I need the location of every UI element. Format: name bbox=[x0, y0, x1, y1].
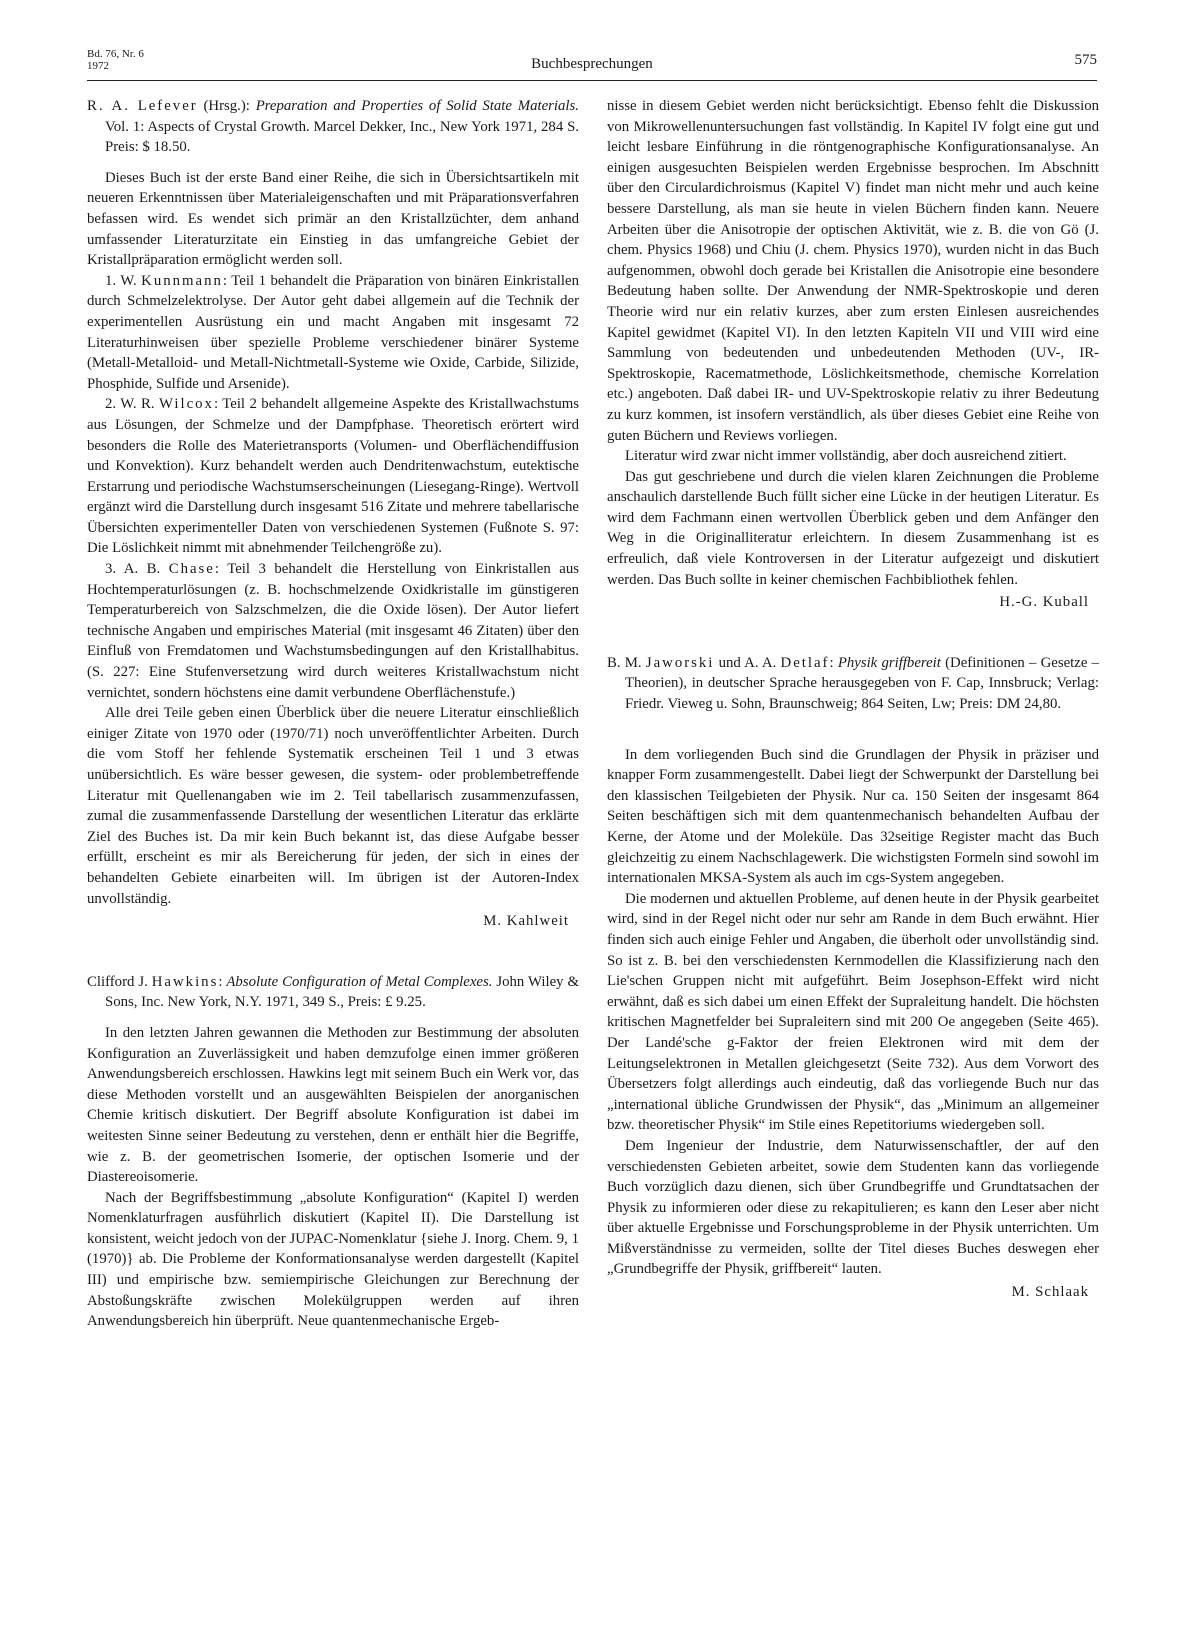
chapter-author: Kunnmann bbox=[141, 272, 223, 289]
review-3-bibliography: (Definitionen – Gesetze – Theorien), in deutscher Sprache herausgegeben von F. Cap, Innsbruck; Verlag: Friedr. Vieweg u. Sohn, Braunschweig; 864 Seiten, Lw; Preis: DM 24,80. bbox=[625, 654, 1099, 713]
page-header bbox=[87, 48, 1097, 76]
review-1-bibliography: Vol. 1: Aspects of Crystal Growth. Marcel Dekker, Inc., New York 1971, 284 S. Preis: $ 18.50. bbox=[105, 118, 579, 156]
review-3-title: Physik griffbereit bbox=[837, 654, 941, 671]
volume-number: Bd. 76, Nr. 6 bbox=[87, 48, 144, 60]
review-3-author-1: Jaworski bbox=[645, 654, 715, 671]
chapter-author: Wilcox bbox=[159, 396, 214, 413]
review-3-paragraph: Dem Ingenieur der Industrie, dem Naturwissenschaftler, der auf den verschiedensten Gebieten arbeitet, sowie dem Studenten kann das vorliegende Buch vorzüglich dazu dienen, sich über Grundbegriffe und Grundtatsachen der Physik zu informieren oder diese zu rekapitulieren; es kann den Leser aber nicht über aktuelle Ergebnisse und Forschungsprobleme in der Physik unterrichten. Um Mißverständnisse zu vermeiden, sollte der Titel dieses Buches deswegen eher „Grundbegriffe der Physik, griffbereit“ lauten. bbox=[607, 1137, 1099, 1278]
item-number: 1. W. bbox=[105, 272, 142, 289]
review-2-paragraph: Nach der Begriffsbestimmung „absolute Konfiguration“ (Kapitel I) werden Nomenklaturfragen ausführlich diskutiert (Kapitel II). Die Darstellung ist konsistent, weicht jedoch von der JUPAC-Nomenklatur {siehe J. Inorg. Chem. 9, 1 (1970)} ab. Die Probleme der Konformationsanalyse werden dargestellt (Kapitel III) und empirische bzw. semiempirische Gleichungen zur Berechnung der Abstoßungskräfte zwischen Molekülgruppen werden auf ihren Anwendungsbereich hin überprüft. Neue quantenmechanische Ergeb- bbox=[87, 1189, 579, 1330]
paragraph-text: : Teil 1 behandelt die Präparation von binären Einkristallen durch Schmelzelektrolyse. Der Autor geht dabei allgemein auf die Technik der experimentellen Ausrüstung ein und macht Angaben mit insgesamt 72 Literaturhinweisen über spezielle Probleme verschiedener binärer Systeme (Metall-Metalloid- und Metall-Nichtmetall-Systeme wie Oxide, Carbide, Silizide, Phosphide, Sulfide und Arsenide). bbox=[87, 272, 579, 392]
review-3-author-2: Detlaf bbox=[780, 654, 830, 671]
review-3-author-initials: B. M. bbox=[607, 654, 646, 671]
review-2-paragraph: Das gut geschriebene und durch die vielen klaren Zeichnungen die Probleme anschaulich darstellende Buch füllt sicher eine Lücke in der heutigen Literatur. Es wird dem Fachmann einen wertvollen Überblick geben und dem Anfänger den Weg in die Originalliteratur erleichtern. In diesem Zusammenhang ist es erfreulich, daß viele Kontroversen in der Literatur aufgezeigt und diskutiert werden. Das Buch sollte in keiner chemischen Fachbibliothek fehlen. bbox=[607, 468, 1099, 588]
running-title: Buchbesprechungen bbox=[531, 56, 653, 72]
review-3-colon: : bbox=[829, 654, 838, 671]
spacer bbox=[607, 725, 1099, 745]
chapter-author: Chase bbox=[168, 561, 215, 578]
header-rule bbox=[87, 80, 1097, 81]
review-3-paragraph: In dem vorliegenden Buch sind die Grundlagen der Physik in präziser und knapper Form zusammengestellt. Dabei liegt der Schwerpunkt der Darstellung bei den klassischen Teilgebieten der Physik. Nur ca. 150 Seiten der insgesamt 864 Seiten beschäftigen sich mit dem quantenmechanisch behandelten Aufbau der Kerne, der Atome und der Moleküle. Das 32seitige Register macht das Buch gleichzeitig zu einem Nachschlagewerk. Die wichstigsten Formeln sind sowohl im internationalen MKSA-System als auch im cgs-System angegeben. bbox=[607, 746, 1099, 887]
review-2-paragraph-continued: nisse in diesem Gebiet werden nicht berücksichtigt. Ebenso fehlt die Diskussion von Mikrowellenuntersuchungen fast vollständig. In Kapitel IV folgt eine gut und leicht lesbare Einführung in die röntgenographische Konfigurationsanalyse. An einigen ausgesuchten Beispielen werden Ergebnisse besprochen. Im Abschnitt über den Circulardichroismus (Kapitel V) findet man nicht mehr und auch keine bessere Darstellung, als man sie heute in vielen Büchern finden kann. Neuere Arbeiten über die Anisotropie der optischen Aktivität, wie z. B. die von Gö (J. chem. Physics 1968) und Chiu (J. chem. Physics 1970), wurden nicht in das Buch aufgenommen, obwohl doch gerade bei Kristallen die Anisotropie eine besondere Bedeutung haben sollte. Der Anwendung der NMR-Spektroskopie und deren Theorie wird nur ein relativ kurzes, aber zum ersten Einlesen ausreichendes Kapitel gewidmet (Kapitel VI). In den letzten Kapiteln VII und VIII wird eine Sammlung von bedeutenden und unbedeutenden Methoden (UV-, IR-Spektroskopie, Racematmethode, Löslichkeitsmethode, chemische Korrelation etc.) angeboten. Daß dabei IR- und UV-Spektroskopie relativ zu ihrer Bedeutung zu kurz kommen, ist insofern verständlich, als über dieses Gebiet eine Reihe von guten Büchern und Reviews vorliegen. bbox=[607, 98, 1099, 444]
review-1-editor-note: (Hrsg.): bbox=[197, 98, 256, 114]
review-2-author: Hawkins bbox=[151, 973, 219, 990]
review-1-signature: M. Kahlweit bbox=[483, 913, 569, 930]
review-separator bbox=[607, 613, 1099, 653]
left-column bbox=[87, 96, 579, 1332]
review-1-paragraph: Dieses Buch ist der erste Band einer Reihe, die sich in Übersichtsartikeln mit neueren Erkenntnissen über Materialeigenschaften und mit Präparationsverfahren befassen wird. Es wendet sich primär an den Kristallzüchter, dem anhand umfassender Literaturzitate ein Einstieg in das umfangreiche Gebiet der Kristallpräparation ermöglicht werden soll. bbox=[87, 169, 579, 269]
paragraph-text: : Teil 2 behandelt allgemeine Aspekte des Kristallwachstums aus Lösungen, der Schmelze und der Dampfphase. Theoretisch erörtert wird besonders die Rolle des Materietransports (Volumen- und Oberflächendiffusion und Konvektion). Kurz behandelt werden auch Dendritenwachstum, eutektische Erstarrung und periodische Wachstumserscheinungen (Liesegang-Ringe). Wertvoll ergänzt wird die Darstellung durch insgesamt 516 Zitate und mehrere tabellarische Übersichten experimenteller Daten von verschiedenen Systemen (Fußnote S. 97: Die Löslichkeit nimmt mit abnehmender Teilchengröße zu). bbox=[87, 396, 579, 557]
review-3-and: und A. A. bbox=[714, 654, 781, 671]
review-1-paragraph bbox=[87, 559, 579, 703]
review-1-author: R. A. Lefever bbox=[87, 98, 198, 114]
review-3-paragraph: Die modernen und aktuellen Probleme, auf denen heute in der Physik gearbeitet wird, sind in der Regel nicht oder nur sehr am Rande in dem Buch erwähnt. Hier finden sich auch einige Fehler und Angaben, die überholt oder unvollständig sind. So ist z. B. bei den verschiedensten Kernmodellen die Klassifizierung nach den Lie'schen Gruppen nicht mit aufgeführt. Beim Josephson-Effekt wird nicht erwähnt, daß es sich dabei um einen Effekt der Supraleitung handelt. Die höchsten kritischen Magnetfelder bei Supraleitern sind mit 200 Oe angegeben (Seite 465). Der Landé'sche g-Faktor der freien Elektronen wird mit dem der Leitungselektronen in Metallen gleichgesetzt (Seite 732). Aus dem Vorwort des Übersetzers folgt allerdings auch eindeutig, daß das vorliegende Buch nur das „international übliche Grundwissen der Physik“, das „Minimum an allgemeiner bzw. theoretischer Physik“ im Stile eines Repetitoriums wiedergeben soll. bbox=[607, 890, 1099, 1134]
review-2-author-first: Clifford J. bbox=[87, 973, 152, 990]
review-2-paragraph: In den letzten Jahren gewannen die Methoden zur Bestimmung der absoluten Konfiguration an Zuverlässigkeit und haben demzufolge einen immer größeren Anwendungsbereich erschlossen. Hawkins legt mit seinem Buch ein Werk vor, das diese Methoden vorstellt und an ausgewählten Beispielen der anorganischen Chemie kritisch diskutiert. Der Begriff absolute Konfiguration ist dabei im weitesten Sinne seiner Bedeutung zu verstehen, denn er enthält hier die Begriffe, wie z. B. der geometrischen Isomerie, der optischen Isomerie und der Diastereoisomerie. bbox=[87, 1024, 579, 1186]
item-number: 3. A. B. bbox=[105, 561, 169, 578]
review-2-signature: H.-G. Kuball bbox=[999, 594, 1089, 611]
review-2-colon: : bbox=[218, 973, 227, 990]
review-2-bibliography: John Wiley & Sons, Inc. New York, N.Y. 1971, 349 S., Preis: £ 9.25. bbox=[105, 973, 579, 1011]
review-3-citation bbox=[607, 653, 1099, 715]
review-2-paragraph: Literatur wird zwar nicht immer vollständig, aber doch ausreichend zitiert. bbox=[625, 448, 1067, 465]
review-1-paragraph bbox=[87, 394, 579, 559]
paragraph-text: : Teil 3 behandelt die Herstellung von Einkristallen aus Hochtemperaturlösungen (z. B. hochschmelzende Oxidkristalle im günstigeren Temperaturbereich von Salzschmelzen, die die Oxide lösen). Der Autor liefert technische Angaben und empirisches Material (mit insgesamt 46 Zitaten) über den Einfluß von Fremdatomen und Wachstumsbedingungen auf den Kristallhabitus. (S. 227: Eine Stufenversetzung wird durch weiteres Kristallwachstum nicht vernichtet, sondern höchstens eine damit verbundene Oberflächenstufe.) bbox=[87, 561, 579, 701]
page-number: 575 bbox=[1074, 52, 1097, 68]
right-column bbox=[607, 96, 1099, 1303]
review-1-citation bbox=[87, 96, 579, 158]
volume-year: 1972 bbox=[87, 60, 109, 72]
review-2-citation bbox=[87, 972, 579, 1013]
review-2-title: Absolute Configuration of Metal Complexes. bbox=[226, 973, 493, 990]
item-number: 2. W. R. bbox=[105, 396, 159, 413]
review-1-paragraph bbox=[87, 271, 579, 395]
review-1-title: Preparation and Properties of Solid State Materials. bbox=[255, 98, 579, 114]
review-3-signature: M. Schlaak bbox=[1011, 1284, 1089, 1301]
review-1-paragraph: Alle drei Teile geben einen Überblick über die neuere Literatur einschließlich einiger Zitate von 1970 oder (1970/71) noch unveröffentlichter Arbeiten. Durch die vom Stoff her fehlende Systematik erscheinen Teil 1 und 3 etwas unübersichtlich. Es wäre besser gewesen, die system- oder problembetreffende Literatur mit Quellenangaben wie im 2. Teil tabellarisch zusammenzufassen, zumal die zusammenfassende Darstellung der wesentlichen Literatur das erklärte Ziel des Buches ist. Da mir kein Buch bekannt ist, das diese Aufgabe besser erfüllt, erscheint es mir als Bereicherung für jeden, der sich in eines der behandelten Gebiete einarbeiten will. Im übrigen ist der Autoren-Index unvollständig. bbox=[87, 705, 579, 907]
review-separator bbox=[87, 932, 579, 972]
